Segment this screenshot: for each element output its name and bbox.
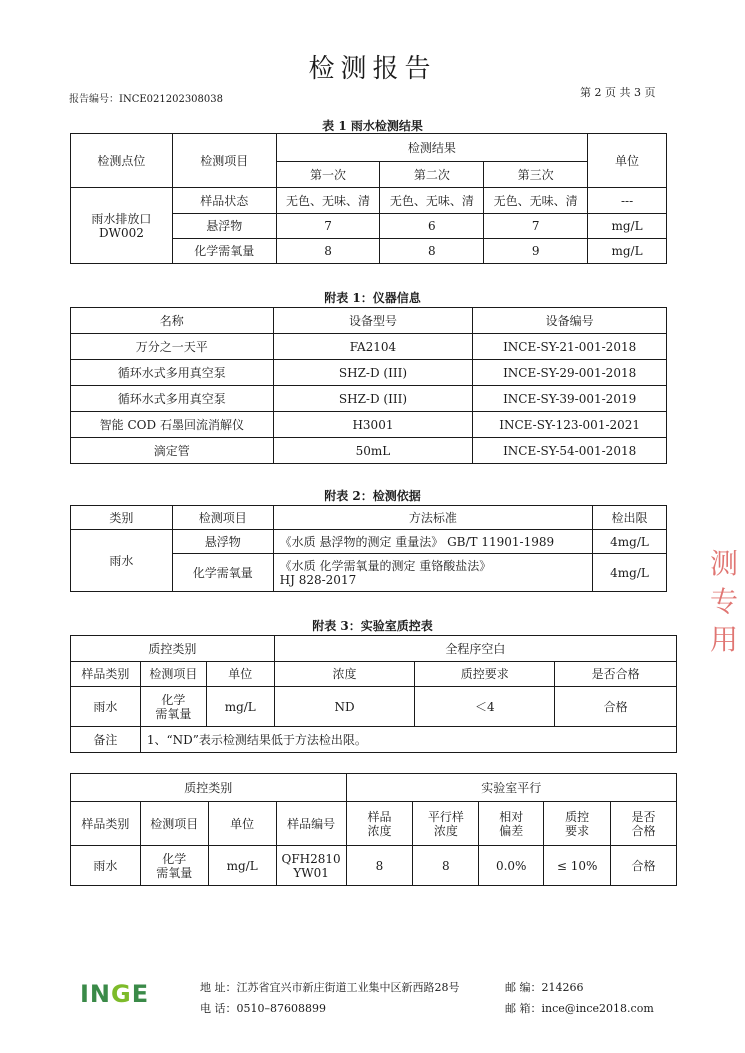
header-cell: 样品类别 (71, 662, 141, 687)
method-text: 《水质 化学需氧量的测定 重铬酸盐法》 (279, 558, 492, 573)
logo-text: G (111, 980, 132, 1008)
header-cell: 检测点位 (71, 134, 173, 188)
header-text: 质控 (565, 809, 590, 824)
header-cell: 设备型号 (273, 308, 473, 334)
page-number: 第 2 页 共 3 页 (580, 86, 656, 99)
table-cell: SHZ-D (III) (273, 386, 473, 412)
test-basis-table (70, 505, 667, 592)
header-text: 浓度 (433, 823, 458, 838)
footer-address: 地 址：江苏省宜兴市新庄街道工业集中区新西路28号 (200, 981, 460, 994)
header-text: 合格 (631, 823, 656, 838)
table-row (71, 360, 667, 386)
instrument-info-table (70, 307, 667, 464)
header-cell: 质控要求 (415, 662, 555, 687)
header-cell: 类别 (71, 506, 173, 530)
table-cell: 雨水 (71, 846, 141, 886)
table-cell: 9 (484, 239, 588, 264)
company-logo (80, 980, 149, 1008)
table-cell: 8 (413, 846, 479, 886)
table-cell: 0.0% (479, 846, 544, 886)
header-cell: 单位 (206, 662, 274, 687)
table-cell: 8 (346, 846, 413, 886)
table-cell: ＜4 (415, 687, 555, 727)
header-cell: 第一次 (276, 162, 380, 188)
table-cell: 7 (484, 214, 588, 239)
table-cell (140, 846, 208, 886)
header-text: 样品 (367, 809, 392, 824)
header-text: 相对 (499, 809, 524, 824)
header-cell (611, 802, 677, 846)
table2-caption: 附表 1：仪器信息 (324, 291, 421, 305)
header-text: 平行样 (427, 809, 464, 824)
table-cell: 化学需氧量 (172, 554, 273, 592)
table-cell: SHZ-D (III) (273, 360, 473, 386)
table-cell: mg/L (208, 846, 276, 886)
logo-text: IN (80, 980, 112, 1008)
table-cell: --- (588, 188, 667, 214)
header-cell: 质控类别 (71, 774, 347, 802)
table-cell: 无色、无味、清 (380, 188, 484, 214)
stamp-char: 专 (710, 585, 739, 618)
table-cell: 4mg/L (593, 530, 667, 554)
footer-email: 邮 箱：ince@ince2018.com (505, 1002, 654, 1015)
header-cell: 全程序空白 (274, 636, 676, 662)
table-cell: INCE-SY-39-001-2019 (473, 386, 667, 412)
point-cell (71, 188, 173, 264)
table-cell: 合格 (555, 687, 677, 727)
table4-caption: 附表 3：实验室质控表 (312, 619, 433, 633)
table-cell: ND (274, 687, 415, 727)
header-text: 偏差 (499, 823, 524, 838)
header-cell: 是否合格 (555, 662, 677, 687)
header-cell: 单位 (588, 134, 667, 188)
rainwater-results-table (70, 133, 667, 264)
table-cell: 悬浮物 (172, 530, 273, 554)
table-cell: 6 (380, 214, 484, 239)
table-cell: 样品状态 (172, 188, 276, 214)
header-cell: 样品编号 (276, 802, 346, 846)
table-cell: 悬浮物 (172, 214, 276, 239)
footer-postcode: 邮 编：214266 (505, 981, 584, 994)
table-cell: 雨水 (71, 687, 141, 727)
table-cell: 雨水 (71, 530, 173, 592)
table-cell: 无色、无味、清 (484, 188, 588, 214)
header-cell: 检测结果 (276, 134, 587, 162)
note-text: 1、“ND”表示检测结果低于方法检出限。 (140, 727, 676, 753)
page-title: 检测报告 (308, 54, 437, 84)
table-cell (273, 554, 592, 592)
item-text: 化学 (162, 851, 187, 866)
table-cell: mg/L (588, 239, 667, 264)
header-cell (346, 802, 413, 846)
table-cell: 合格 (611, 846, 677, 886)
header-cell: 第三次 (484, 162, 588, 188)
table-cell: INCE-SY-29-001-2018 (473, 360, 667, 386)
header-cell: 单位 (208, 802, 276, 846)
report-number: 报告编号：INCE021202308038 (69, 94, 223, 105)
table-cell: 万分之一天平 (71, 334, 274, 360)
table-row (71, 386, 667, 412)
stamp-char: 用 (710, 623, 739, 656)
table-cell: H3001 (273, 412, 473, 438)
method-code: HJ 828-2017 (279, 572, 357, 587)
header-cell: 检出限 (593, 506, 667, 530)
header-cell: 浓度 (274, 662, 415, 687)
header-cell: 检测项目 (172, 134, 276, 188)
header-cell: 设备编号 (473, 308, 667, 334)
header-cell (413, 802, 479, 846)
table-cell: 8 (380, 239, 484, 264)
table-cell: mg/L (206, 687, 274, 727)
table-cell: 8 (276, 239, 380, 264)
table-cell: 循环水式多用真空泵 (71, 386, 274, 412)
header-cell: 名称 (71, 308, 274, 334)
table-cell: 50mL (273, 438, 473, 464)
point-code: DW002 (99, 225, 144, 240)
table-cell: mg/L (588, 214, 667, 239)
qc-blank-table (70, 635, 677, 753)
header-text: 浓度 (367, 823, 392, 838)
header-text: 是否 (631, 809, 656, 824)
item-text: 需氧量 (156, 865, 193, 880)
header-cell (479, 802, 544, 846)
qc-parallel-table (70, 773, 677, 886)
table-cell: INCE-SY-54-001-2018 (473, 438, 667, 464)
table-cell: 滴定管 (71, 438, 274, 464)
table-cell: ≤ 10% (544, 846, 611, 886)
header-cell: 检测项目 (140, 662, 206, 687)
table-cell (276, 846, 346, 886)
table-cell: 智能 COD 石墨回流消解仪 (71, 412, 274, 438)
table3-caption: 附表 2：检测依据 (324, 489, 421, 503)
footer-phone: 电 话：0510–87608899 (200, 1002, 326, 1015)
table-cell: 无色、无味、清 (276, 188, 380, 214)
header-cell: 方法标准 (273, 506, 592, 530)
seal-stamp (710, 545, 745, 695)
header-cell: 检测项目 (172, 506, 273, 530)
table-cell (140, 687, 206, 727)
header-cell: 样品类别 (71, 802, 141, 846)
item-text: 化学 (161, 692, 186, 707)
table-cell: 7 (276, 214, 380, 239)
table-row (71, 412, 667, 438)
header-text: 要求 (565, 823, 590, 838)
stamp-char: 测 (710, 547, 739, 580)
header-cell (544, 802, 611, 846)
note-label: 备注 (71, 727, 141, 753)
sample-no-text: QFH2810 (281, 851, 341, 866)
sample-no-text: YW01 (293, 865, 329, 880)
table1-caption: 表 1 雨水检测结果 (322, 119, 423, 133)
header-cell: 第二次 (380, 162, 484, 188)
logo-text: E (131, 980, 150, 1008)
table-row (71, 438, 667, 464)
header-cell: 质控类别 (71, 636, 275, 662)
header-cell: 检测项目 (140, 802, 208, 846)
table-cell: 4mg/L (593, 554, 667, 592)
table-cell: 《水质 悬浮物的测定 重量法》 GB/T 11901-1989 (273, 530, 592, 554)
header-cell: 实验室平行 (346, 774, 676, 802)
point-name: 雨水排放口 (91, 211, 152, 226)
table-row (71, 334, 667, 360)
table-cell: FA2104 (273, 334, 473, 360)
table-cell: 循环水式多用真空泵 (71, 360, 274, 386)
item-text: 需氧量 (155, 706, 192, 721)
table-cell: 化学需氧量 (172, 239, 276, 264)
table-cell: INCE-SY-21-001-2018 (473, 334, 667, 360)
table-cell: INCE-SY-123-001-2021 (473, 412, 667, 438)
